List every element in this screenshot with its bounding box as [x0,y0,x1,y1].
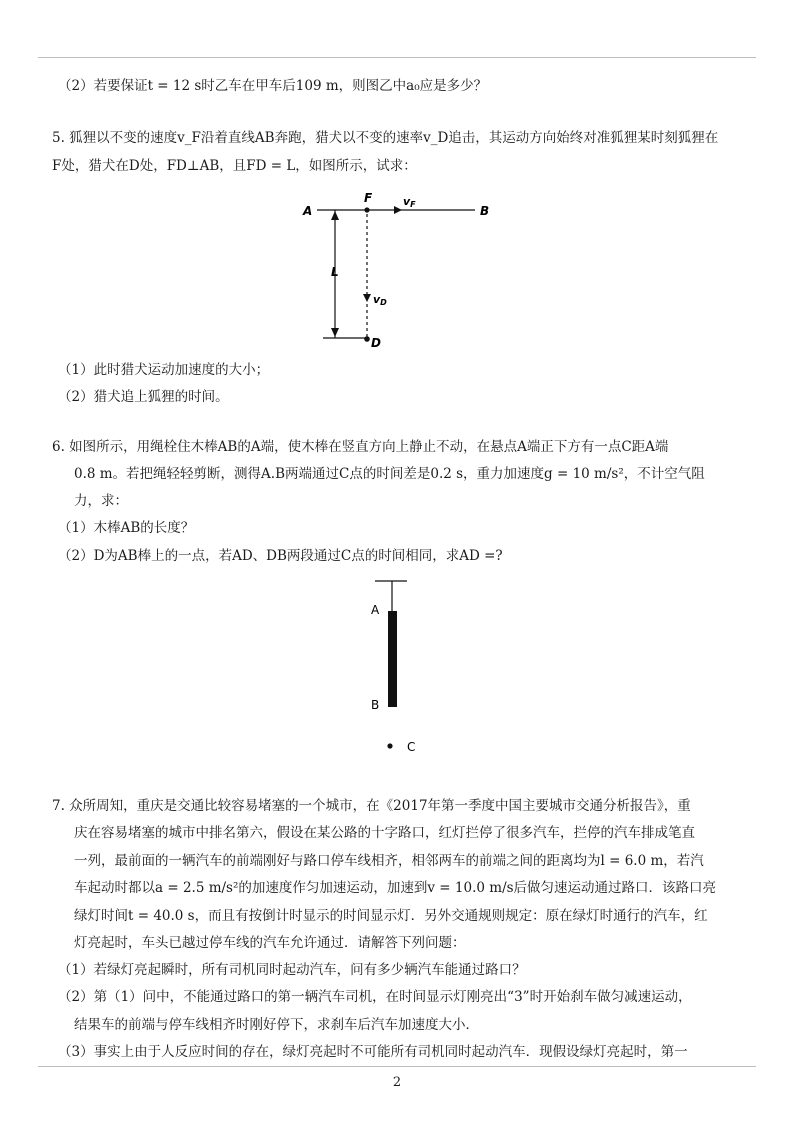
q7-line4: 车起动时都以a = 2.5 m/s²的加速度作匀加速运动，加速到v = 10.0 m/s后做匀速运动通过路口．该路口亮 [74,880,717,896]
label-F: F [364,191,373,205]
point-C-dot [387,743,392,748]
q7-part1: （1）若绿灯亮起瞬时，所有司机同时起动汽车，问有多少辆汽车能通过路口？ [58,962,526,978]
footer-rule [38,1066,756,1067]
label-B: B [480,204,490,218]
q6-line1: 6. 如图所示，用绳栓住木棒AB的A端，使木棒在竖直方向上静止不动，在悬点A端正下方有一点C距A端 [52,439,669,455]
q7-line3: 一列，最前面的一辆汽车的前端刚好与路口停车线相齐，相邻两车的前端之间的距离均为l = 6.0 m，若汽 [74,853,704,869]
label-vD: vD [373,293,387,307]
q5-part2: （2）猎犬追上狐狸的时间。 [58,389,229,405]
rod-AB [388,611,397,707]
q6-line2: 0.8 m。若把绳轻轻剪断，测得A.B两端通过C点的时间差是0.2 s，重力加速度g = 10 m/s²，不计空气阻 [74,466,705,482]
q7-line2: 庆在容易堵塞的城市中排名第六，假设在某公路的十字路口，红灯拦停了很多汽车，拦停的汽车排成笔直 [74,825,695,841]
point-F-dot [364,207,369,212]
q7-part2: （2）第（1）问中，不能通过路口的第一辆汽车司机，在时间显示灯刚亮出“3”时开始刹车做匀减速运动， [58,989,692,1005]
dim-arrow-top [331,211,339,220]
header-rule [38,57,756,58]
q4-part2: （2）若要保证t = 12 s时乙车在甲车后109 m，则图乙中a₀应是多少？ [58,78,488,94]
q5-part1: （1）此时猎犬运动加速度的大小； [58,362,270,378]
label-vF: vF [403,195,416,209]
q7-line5: 绿灯时间t = 40.0 s，而且有按倒计时显示的时间显示灯．另外交通规则规定：原在绿灯时通行的汽车，红 [74,908,708,924]
q5-line1: 5. 狐狸以不变的速度v_F沿着直线AB奔跑，猎犬以不变的速率v_D追击，其运动方向始终对准狐狸某时刻狐狸在 [52,130,719,146]
figure-rod [360,575,430,760]
q7-line1: 7. 众所周知，重庆是交通比较容易堵塞的一个城市，在《2017年第一季度中国主要城市交通分析报告》，重 [52,798,691,814]
point-D-dot [364,336,370,342]
label-A: A [303,204,313,218]
q6-part2: （2）D为AB棒上的一点，若AD、DB两段通过C点的时间相同，求AD =? [58,548,503,564]
label-C: C [407,740,416,754]
figure-fox-hound [295,190,505,350]
dim-arrow-bottom [331,328,339,337]
arrow-vD [363,294,371,302]
arrow-vF [394,206,402,214]
q6-part1: （1）木棒AB的长度？ [58,520,195,536]
label-rod-B: B [371,698,380,712]
label-rod-A: A [371,603,380,617]
q7-line6: 灯亮起时，车头已越过停车线的汽车允许通过．请解答下列问题： [74,935,466,951]
q5-line2: F处，猎犬在D处，FD⊥AB，且FD = L，如图所示，试求： [52,158,417,174]
page-number: 2 [392,1075,402,1090]
q6-line3: 力，求： [74,493,128,509]
label-L: L [331,265,339,279]
label-D: D [371,336,381,350]
q7-part3: （3）事实上由于人反应时间的存在，绿灯亮起时不可能所有司机同时起动汽车．现假设绿灯亮起时，第一 [58,1044,688,1060]
q7-part2-cont: 结果车的前端与停车线相齐时刚好停下，求刹车后汽车加速度大小． [74,1017,479,1033]
